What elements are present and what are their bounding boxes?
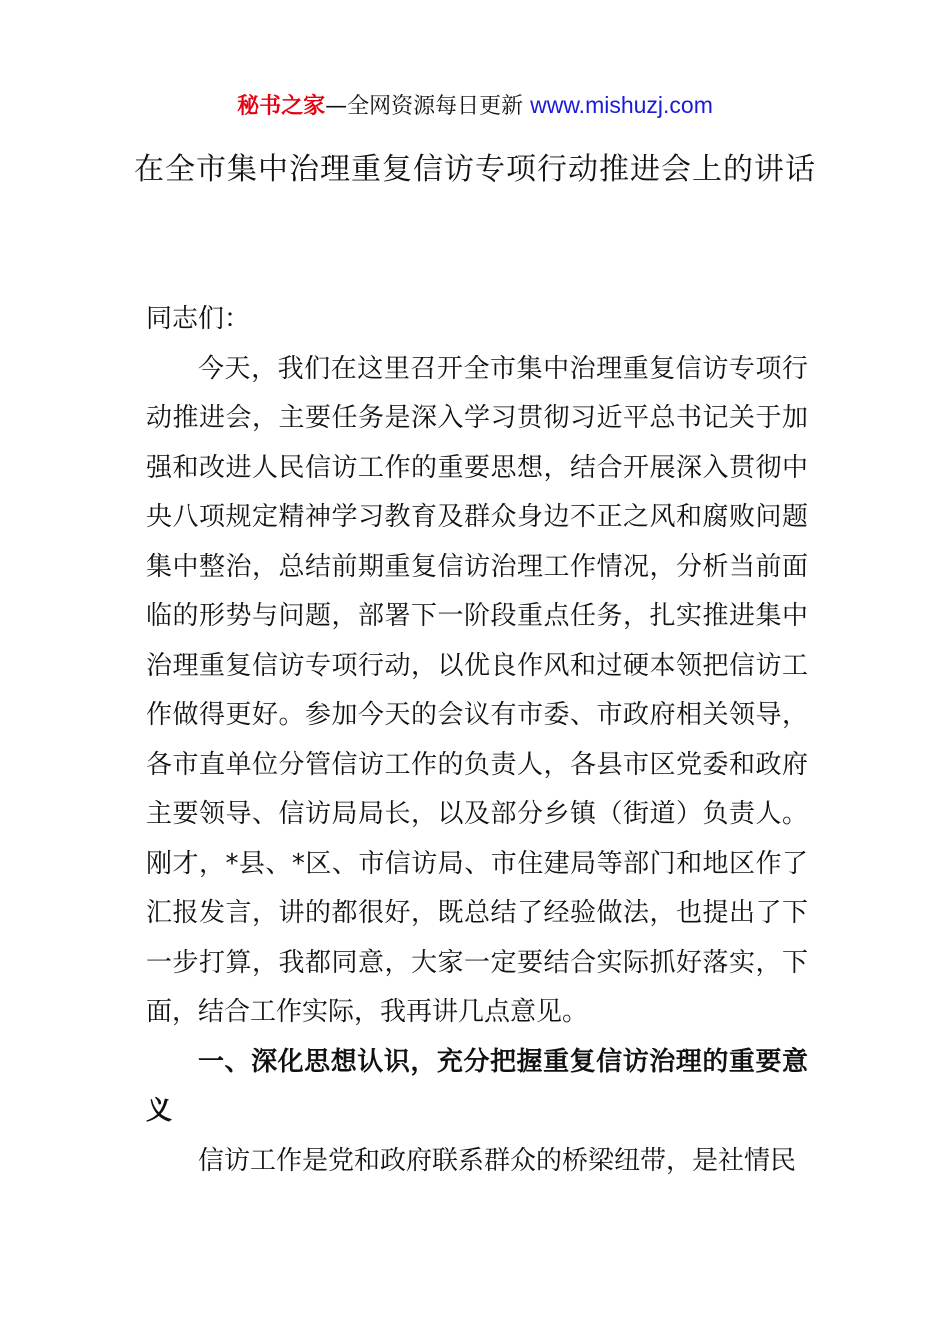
header-tagline: —全网资源每日更新	[325, 94, 524, 119]
salutation: 同志们：	[146, 304, 251, 334]
opening-paragraph: 今天，我们在这里召开全市集中治理重复信访专项行动推进会，主要任务是深入学习贯彻习近平总书记关于加强和改进人民信访工作的重要思想，结合开展深入贯彻中央八项规定精神学习教育及群众身边不正之风和腐败问题集中整治，总结前期重复信访治理工作情况，分析当前面临的形势与问题，部署下一阶段重点任务，扎实推进集中治理重复信访专项行动，以优良作风和过硬本领把信访工作做得更好。参加今天的会议有市委、市政府相关领导，各市直单位分管信访工作的负责人，各县市区党委和政府主要领导、信访局局长，以及部分乡镇（街道）负责人。刚才，*县、*区、市信访局、市住建局等部门和地区作了汇报发言，讲的都很好，既总结了经验做法，也提出了下一步打算，我都同意，大家一定要结合实际抓好落实，下面，结合工作实际，我再讲几点意见。	[146, 353, 808, 1027]
site-header	[0, 88, 950, 124]
section-paragraph: 信访工作是党和政府联系群众的桥梁纽带，是社情民	[198, 1145, 797, 1176]
document-title: 在全市集中治理重复信访专项行动推进会上的讲话	[134, 152, 816, 187]
section-heading: 一、深化思想认识，充分把握重复信访治理的重要意义	[146, 1046, 808, 1126]
site-url-link[interactable]: www.mishuzj.com	[530, 92, 713, 118]
brand-name: 秘书之家	[237, 94, 326, 119]
document-body	[146, 295, 808, 1186]
